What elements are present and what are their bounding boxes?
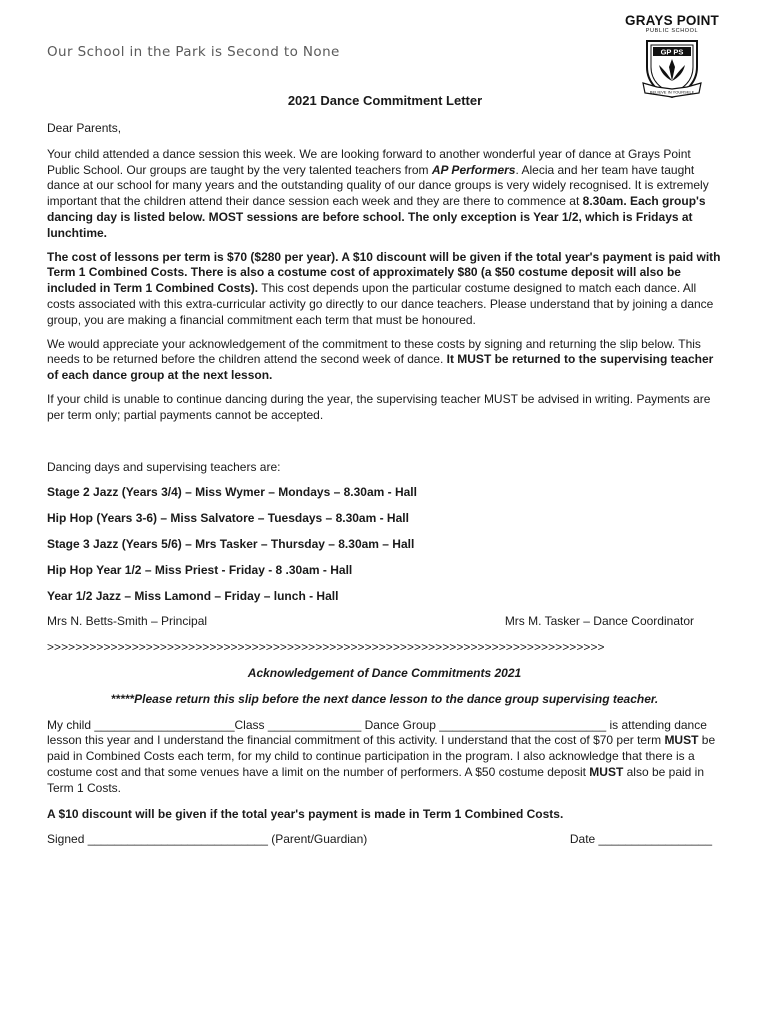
school-motto: Our School in the Park is Second to None — [47, 44, 340, 60]
slip-heading: Acknowledgement of Dance Commitments 2021 — [247, 665, 522, 680]
group-line: Hip Hop (Years 3-6) – Miss Salvatore – Tuesdays – 8.30am - Hall — [47, 511, 409, 526]
letter-title: 2021 Dance Commitment Letter — [287, 93, 483, 108]
slip-instruction: *****Please return this slip before the next dance lesson to the dance group supervising teacher. — [110, 691, 659, 706]
school-crest-icon — [639, 37, 705, 101]
logo-ribbon: BELIEVE IN YOURSELF — [649, 89, 695, 95]
group-line: Stage 3 Jazz (Years 5/6) – Mrs Tasker – Thursday – 8.30am – Hall — [47, 536, 415, 551]
logo-school-name: GRAYS POINT — [625, 13, 719, 28]
signature-row — [47, 832, 722, 848]
dancing-days-intro: Dancing days and supervising teachers are: — [47, 459, 281, 474]
paragraph-intro: Your child attended a dance session this week. We are looking forward to another wonderful year of dance at Grays Point Public School. Our groups are taught by the very talented teachers from AP Performers. Alecia and her team have taught dance at our school for many years and the outstanding quality of our dance groups is very widely recognised. It is extremely important that the children attend their dance session each week and they are there to commence at 8.30am. Each group's dancing day is listed below. MOST sessions are before school. The only exception is Year 1/2, which is Fridays at lunchtime. — [47, 146, 709, 240]
school-logo — [624, 14, 720, 101]
salutation: Dear Parents, — [47, 121, 122, 135]
paragraph-withdrawal: If your child is unable to continue dancing during the year, the supervising teacher MUST be advised in writing. Payments are per term only; partial payments cannot be accepted. — [47, 391, 711, 422]
logo-school-sub: PUBLIC SCHOOL — [645, 28, 699, 34]
slip-discount: A $10 discount will be given if the total year's payment is made in Term 1 Combined Costs. — [47, 806, 564, 821]
cut-line: >>>>>>>>>>>>>>>>>>>>>>>>>>>>>>>>>>>>>>>>>>>>>>>>>>>>>>>>>>>>>>>>>>>>>>>>>>>>>>> — [47, 640, 605, 655]
paragraph-acknowledgement: We would appreciate your acknowledgement of the commitment to these costs by signing and returning the slip below. This needs to be returned before the children attend the second week of dance. It MUST be returned to the supervising teacher of each dance group at the next lesson. — [47, 336, 714, 383]
coordinator-name: Mrs M. Tasker – Dance Coordinator — [504, 614, 694, 629]
group-line: Year 1/2 Jazz – Miss Lamond – Friday – lunch - Hall — [47, 588, 339, 603]
logo-initials: GP PS — [660, 47, 684, 57]
ap-performers: AP Performers — [431, 162, 516, 177]
letter-body — [47, 121, 722, 848]
signatories — [47, 614, 722, 630]
slip-body: My child _____________________Class ______________ Dance Group _________________________ is attending dance lesson this year and I understand the financial commitment of this activity. I understand that the cost of $70 per term MUST be paid in Combined Costs each term, for my child to continue participation in the program. I also acknowledge that there is a costume cost and that some venues have a limit on the number of performers. A $50 costume deposit MUST also be paid in Term 1 Costs. — [47, 717, 716, 795]
paragraph-cost: The cost of lessons per term is $70 ($280 per year). A $10 discount will be given if the total year's payment is paid with Term 1 Combined Costs. There is also a costume cost of approximately $80 (a $50 costume deposit will also be included in Term 1 Combined Costs). This cost depends upon the particular costume designed to match each dance. All costs associated with this extra-curricular activity go directly to our dance teachers. Please understand that by joining a dance group, you are making a financial commitment each term that must be honoured. — [47, 249, 721, 327]
principal-name: Mrs N. Betts-Smith – Principal — [47, 614, 208, 629]
signature-field[interactable]: Signed ___________________________ (Parent/Guardian) — [47, 832, 368, 847]
date-field[interactable]: Date _________________ — [569, 832, 712, 847]
group-line: Hip Hop Year 1/2 – Miss Priest - Friday - 8 .30am - Hall — [47, 562, 353, 577]
group-line: Stage 2 Jazz (Years 3/4) – Miss Wymer – Mondays – 8.30am - Hall — [47, 485, 417, 500]
